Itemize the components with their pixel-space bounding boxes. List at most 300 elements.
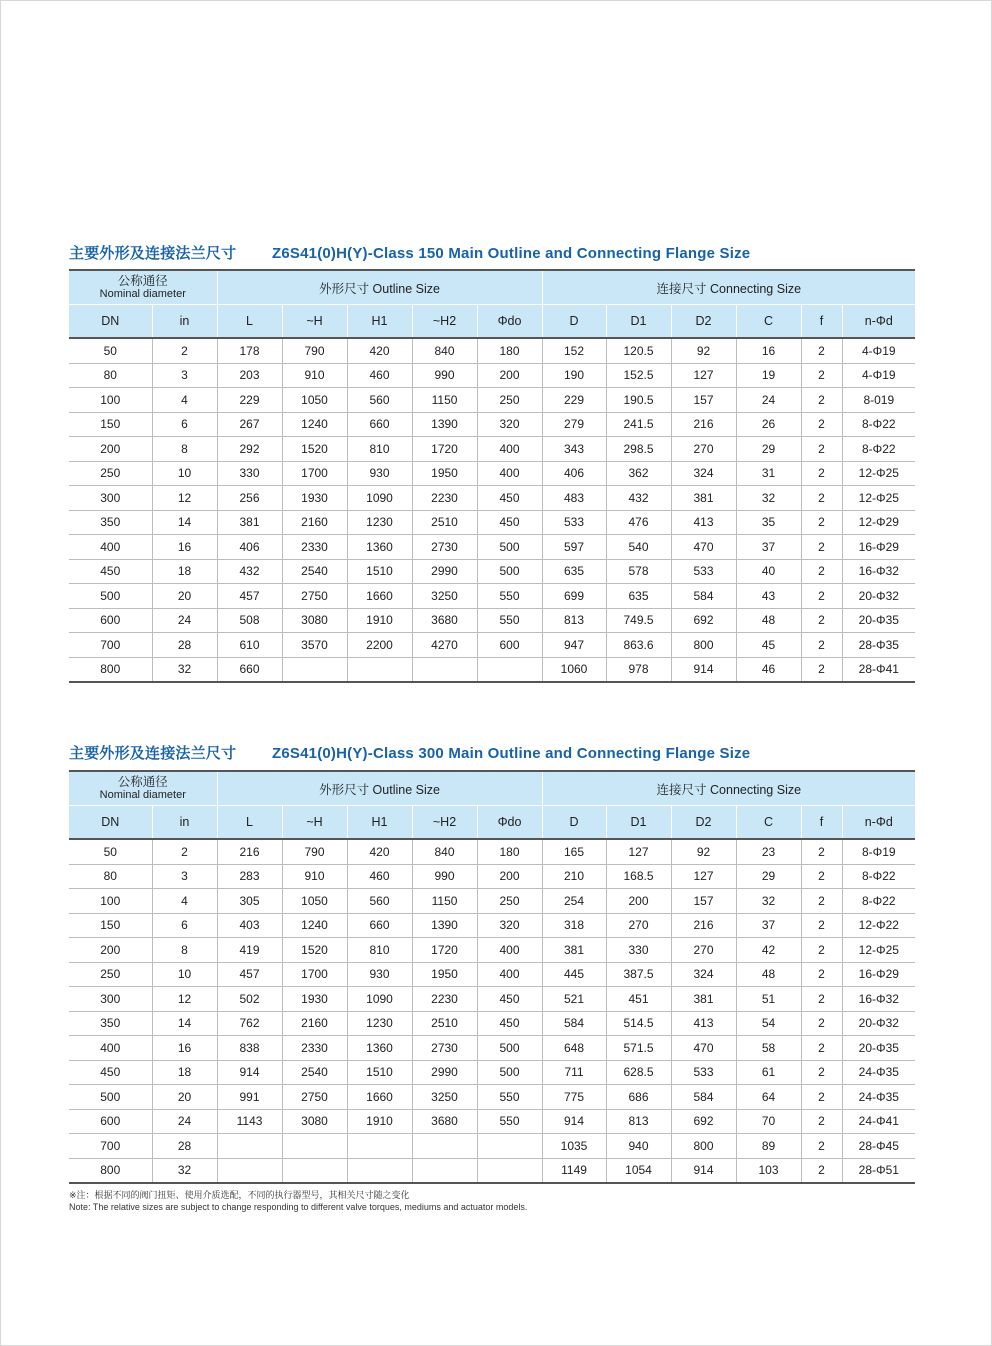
table-cell: 500 (69, 1085, 152, 1110)
table-cell: 500 (477, 559, 542, 584)
table-cell: 2 (801, 437, 842, 462)
table-cell: 24 (736, 388, 801, 413)
table-cell: 28-Φ41 (842, 657, 915, 682)
table-cell: 216 (671, 412, 736, 437)
table-cell: 320 (477, 412, 542, 437)
table-cell: 16-Φ32 (842, 559, 915, 584)
column-header: D2 (671, 305, 736, 339)
table-cell: 28 (152, 1134, 217, 1159)
table-cell: 20 (152, 1085, 217, 1110)
table-cell: 991 (217, 1085, 282, 1110)
table-cell: 152 (542, 338, 606, 363)
table-cell: 500 (477, 1036, 542, 1061)
table-cell: 2 (801, 1109, 842, 1134)
table-cell: 50 (69, 338, 152, 363)
column-header: L (217, 305, 282, 339)
table-cell: 550 (477, 1085, 542, 1110)
table-cell: 180 (477, 839, 542, 864)
table-cell: 420 (347, 839, 412, 864)
table-cell: 450 (477, 1011, 542, 1036)
table-cell: 584 (671, 584, 736, 609)
table-cell: 406 (542, 461, 606, 486)
table-cell: 700 (69, 633, 152, 658)
table-cell: 2 (801, 1036, 842, 1061)
table-cell: 92 (671, 338, 736, 363)
table-cell: 10 (152, 962, 217, 987)
table-cell: 2 (801, 584, 842, 609)
table-cell: 12 (152, 486, 217, 511)
table-cell: 216 (671, 913, 736, 938)
table-cell: 2 (801, 962, 842, 987)
table-cell: 48 (736, 608, 801, 633)
table-cell: 470 (671, 1036, 736, 1061)
table-cell: 64 (736, 1085, 801, 1110)
table-cell: 600 (69, 1109, 152, 1134)
table-cell: 1240 (282, 913, 347, 938)
table-row (69, 608, 915, 633)
table-cell: 216 (217, 839, 282, 864)
table-cell: 483 (542, 486, 606, 511)
table-cell: 178 (217, 338, 282, 363)
table-cell (412, 1158, 477, 1183)
table-cell: 18 (152, 559, 217, 584)
table-cell: 597 (542, 535, 606, 560)
table-cell: 8 (152, 938, 217, 963)
column-header: Φdo (477, 305, 542, 339)
table-cell: 12 (152, 987, 217, 1012)
table-cell: 914 (671, 1158, 736, 1183)
table-cell: 635 (542, 559, 606, 584)
header-connecting-size: 连接尺寸 Connecting Size (542, 771, 915, 806)
table-row (69, 338, 915, 363)
table-cell: 3250 (412, 1085, 477, 1110)
table-cell: 1510 (347, 1060, 412, 1085)
table-cell: 190.5 (606, 388, 671, 413)
table-cell: 451 (606, 987, 671, 1012)
table-cell: 103 (736, 1158, 801, 1183)
table-cell: 180 (477, 338, 542, 363)
table-cell: 298.5 (606, 437, 671, 462)
table-cell: 2200 (347, 633, 412, 658)
table-cell: 387.5 (606, 962, 671, 987)
table-cell: 381 (671, 987, 736, 1012)
table-cell: 1050 (282, 388, 347, 413)
table-cell: 840 (412, 839, 477, 864)
table-cell: 2160 (282, 510, 347, 535)
table-cell: 200 (477, 864, 542, 889)
table-cell: 12-Φ29 (842, 510, 915, 535)
table-cell: 28-Φ45 (842, 1134, 915, 1159)
table-row (69, 633, 915, 658)
table-cell: 343 (542, 437, 606, 462)
table-cell: 2 (801, 486, 842, 511)
table-cell: 70 (736, 1109, 801, 1134)
table-row (69, 1060, 915, 1085)
table-cell: 978 (606, 657, 671, 682)
table-cell: 533 (671, 1060, 736, 1085)
header-outline-size: 外形尺寸 Outline Size (217, 270, 542, 305)
table-cell: 914 (542, 1109, 606, 1134)
table-cell (477, 1158, 542, 1183)
table-cell: 457 (217, 962, 282, 987)
table-cell: 3 (152, 363, 217, 388)
table-row (69, 938, 915, 963)
table-cell: 403 (217, 913, 282, 938)
table-cell: 800 (671, 633, 736, 658)
table-cell: 533 (542, 510, 606, 535)
table-cell: 229 (542, 388, 606, 413)
table-cell: 256 (217, 486, 282, 511)
table-cell: 2510 (412, 1011, 477, 1036)
table-cell (412, 657, 477, 682)
column-header: ~H (282, 806, 347, 840)
table-cell: 1660 (347, 1085, 412, 1110)
table-cell: 12-Φ25 (842, 461, 915, 486)
table-cell (217, 1158, 282, 1183)
table-cell: 89 (736, 1134, 801, 1159)
table-cell: 16-Φ29 (842, 535, 915, 560)
table-cell: 2730 (412, 535, 477, 560)
table-cell: 406 (217, 535, 282, 560)
table-cell: 1910 (347, 1109, 412, 1134)
table-cell: 2 (152, 839, 217, 864)
column-header: ~H2 (412, 305, 477, 339)
table-cell (412, 1134, 477, 1159)
table-cell: 250 (477, 889, 542, 914)
title-en: Z6S41(0)H(Y)-Class 150 Main Outline and Connecting Flange Size (272, 245, 751, 262)
table-cell: 790 (282, 839, 347, 864)
table-cell: 1700 (282, 461, 347, 486)
table-cell: 502 (217, 987, 282, 1012)
table-cell: 1230 (347, 510, 412, 535)
table-cell (282, 657, 347, 682)
table-cell: 2 (152, 338, 217, 363)
table-cell: 28-Φ35 (842, 633, 915, 658)
table-row (69, 1158, 915, 1183)
table-cell: 863.6 (606, 633, 671, 658)
table-cell: 445 (542, 962, 606, 987)
table-cell: 1520 (282, 437, 347, 462)
table-cell: 838 (217, 1036, 282, 1061)
table-cell: 2 (801, 657, 842, 682)
table-cell: 4-Φ19 (842, 338, 915, 363)
table-cell: 560 (347, 388, 412, 413)
table-cell: 200 (606, 889, 671, 914)
table-cell: 43 (736, 584, 801, 609)
column-header: C (736, 305, 801, 339)
table-cell: 550 (477, 1109, 542, 1134)
table-cell: 1054 (606, 1158, 671, 1183)
table-cell: 31 (736, 461, 801, 486)
table-cell: 20-Φ32 (842, 584, 915, 609)
table-cell: 800 (69, 657, 152, 682)
table-cell: 1035 (542, 1134, 606, 1159)
table-cell: 2750 (282, 1085, 347, 1110)
column-header: in (152, 305, 217, 339)
table-cell: 914 (217, 1060, 282, 1085)
table-cell: 930 (347, 461, 412, 486)
table-cell: 203 (217, 363, 282, 388)
table-cell: 2 (801, 987, 842, 1012)
table-cell: 24-Φ41 (842, 1109, 915, 1134)
table-row (69, 412, 915, 437)
table-cell: 28 (152, 633, 217, 658)
table-cell: 51 (736, 987, 801, 1012)
table-cell: 16-Φ32 (842, 987, 915, 1012)
column-header: H1 (347, 305, 412, 339)
table-cell: 1700 (282, 962, 347, 987)
flange-size-table-class-150 (69, 269, 915, 683)
table-cell: 457 (217, 584, 282, 609)
table-cell: 1150 (412, 388, 477, 413)
table-cell: 42 (736, 938, 801, 963)
table-cell: 20-Φ32 (842, 1011, 915, 1036)
table-cell: 127 (671, 864, 736, 889)
table-cell: 200 (477, 363, 542, 388)
table-cell: 648 (542, 1036, 606, 1061)
table-cell: 2160 (282, 1011, 347, 1036)
table-cell: 330 (606, 938, 671, 963)
table-cell: 381 (542, 938, 606, 963)
table-cell: 12-Φ25 (842, 938, 915, 963)
table-cell: 8 (152, 437, 217, 462)
table-cell: 2 (801, 461, 842, 486)
column-header: DN (69, 806, 152, 840)
table-cell: 2230 (412, 987, 477, 1012)
table-cell: 229 (217, 388, 282, 413)
table-cell: 419 (217, 938, 282, 963)
table-cell: 24-Φ35 (842, 1060, 915, 1085)
table-cell (477, 657, 542, 682)
table-cell: 2 (801, 535, 842, 560)
table-row (69, 889, 915, 914)
table-row (69, 1109, 915, 1134)
table-cell: 810 (347, 938, 412, 963)
table-cell: 362 (606, 461, 671, 486)
table-cell: 8-Φ22 (842, 889, 915, 914)
table-cell: 32 (736, 486, 801, 511)
table-cell: 2 (801, 889, 842, 914)
footnotes (69, 1189, 527, 1213)
table-cell: 267 (217, 412, 282, 437)
table-cell: 413 (671, 1011, 736, 1036)
table-row (69, 962, 915, 987)
title-en: Z6S41(0)H(Y)-Class 300 Main Outline and Connecting Flange Size (272, 745, 751, 762)
table-cell: 2330 (282, 535, 347, 560)
table-cell: 1390 (412, 412, 477, 437)
table-row (69, 1134, 915, 1159)
table-cell: 800 (69, 1158, 152, 1183)
table-cell: 749.5 (606, 608, 671, 633)
table-cell: 150 (69, 412, 152, 437)
table-cell: 23 (736, 839, 801, 864)
table-cell: 58 (736, 1036, 801, 1061)
table-cell: 381 (671, 486, 736, 511)
table-cell: 200 (69, 437, 152, 462)
column-header: n-Φd (842, 806, 915, 840)
table-cell: 16 (152, 535, 217, 560)
table-cell: 500 (477, 535, 542, 560)
section-title (69, 242, 750, 262)
table-cell: 28-Φ51 (842, 1158, 915, 1183)
table-cell: 48 (736, 962, 801, 987)
table-cell: 420 (347, 338, 412, 363)
table-cell: 270 (671, 938, 736, 963)
table-cell: 2330 (282, 1036, 347, 1061)
table-cell: 4270 (412, 633, 477, 658)
table-cell: 432 (606, 486, 671, 511)
column-header: D1 (606, 305, 671, 339)
table-cell: 800 (671, 1134, 736, 1159)
header-nominal-diameter: 公称通径 Nominal diameter (69, 270, 217, 305)
table-row (69, 839, 915, 864)
table-row (69, 461, 915, 486)
table-cell: 470 (671, 535, 736, 560)
table-row (69, 987, 915, 1012)
flange-size-table-class-300 (69, 770, 915, 1184)
table-cell: 100 (69, 889, 152, 914)
table-cell: 12-Φ22 (842, 913, 915, 938)
table-cell: 300 (69, 987, 152, 1012)
table-cell: 157 (671, 889, 736, 914)
table-cell: 8-Φ22 (842, 412, 915, 437)
table-cell: 20-Φ35 (842, 608, 915, 633)
table-cell: 324 (671, 962, 736, 987)
table-cell: 32 (736, 889, 801, 914)
table-cell: 8-Φ22 (842, 864, 915, 889)
table-cell: 450 (477, 486, 542, 511)
table-cell: 910 (282, 363, 347, 388)
table-row (69, 535, 915, 560)
table-cell: 283 (217, 864, 282, 889)
table-cell: 2 (801, 608, 842, 633)
table-cell: 12-Φ25 (842, 486, 915, 511)
table-cell: 54 (736, 1011, 801, 1036)
table-cell: 533 (671, 559, 736, 584)
table-cell: 2 (801, 633, 842, 658)
table-row (69, 363, 915, 388)
table-cell: 46 (736, 657, 801, 682)
table-cell: 413 (671, 510, 736, 535)
table-cell: 50 (69, 839, 152, 864)
table-cell: 1143 (217, 1109, 282, 1134)
table-cell: 29 (736, 437, 801, 462)
table-cell: 400 (69, 1036, 152, 1061)
table-cell: 26 (736, 412, 801, 437)
table-cell: 350 (69, 1011, 152, 1036)
table-cell: 947 (542, 633, 606, 658)
table-cell: 150 (69, 913, 152, 938)
table-cell: 3250 (412, 584, 477, 609)
table-cell: 250 (69, 962, 152, 987)
table-cell: 1520 (282, 938, 347, 963)
table-cell: 92 (671, 839, 736, 864)
table-cell: 32 (152, 657, 217, 682)
table-cell: 45 (736, 633, 801, 658)
title-cn: 主要外形及连接法兰尺寸 (69, 245, 237, 262)
table-cell: 578 (606, 559, 671, 584)
table-cell: 540 (606, 535, 671, 560)
table-cell: 210 (542, 864, 606, 889)
header-connecting-size: 连接尺寸 Connecting Size (542, 270, 915, 305)
table-cell: 318 (542, 913, 606, 938)
table-cell: 914 (671, 657, 736, 682)
table-cell: 2540 (282, 1060, 347, 1085)
table-cell: 910 (282, 864, 347, 889)
table-cell: 152.5 (606, 363, 671, 388)
table-cell: 762 (217, 1011, 282, 1036)
table-cell: 61 (736, 1060, 801, 1085)
table-cell: 2 (801, 1085, 842, 1110)
table-cell: 1360 (347, 535, 412, 560)
table-cell: 2 (801, 864, 842, 889)
table-cell: 8-Φ22 (842, 437, 915, 462)
table-cell: 2540 (282, 559, 347, 584)
column-header: C (736, 806, 801, 840)
table-cell: 2 (801, 388, 842, 413)
table-row (69, 1036, 915, 1061)
table-cell: 3570 (282, 633, 347, 658)
table-cell: 600 (477, 633, 542, 658)
table-cell: 165 (542, 839, 606, 864)
table-cell: 400 (477, 437, 542, 462)
table-cell (477, 1134, 542, 1159)
table-row (69, 584, 915, 609)
table-cell: 500 (477, 1060, 542, 1085)
table-cell: 20 (152, 584, 217, 609)
table-cell: 250 (477, 388, 542, 413)
table-cell: 2730 (412, 1036, 477, 1061)
table-cell: 8-Φ19 (842, 839, 915, 864)
column-header: f (801, 305, 842, 339)
table-cell: 324 (671, 461, 736, 486)
table-cell: 400 (69, 535, 152, 560)
column-header-row (69, 305, 915, 339)
table-cell: 168.5 (606, 864, 671, 889)
table-row (69, 913, 915, 938)
table-cell: 2990 (412, 559, 477, 584)
table-cell: 157 (671, 388, 736, 413)
table-cell: 692 (671, 608, 736, 633)
table-cell: 305 (217, 889, 282, 914)
table-cell: 2 (801, 363, 842, 388)
table-cell: 3080 (282, 608, 347, 633)
table-cell: 460 (347, 864, 412, 889)
table-cell: 2 (801, 1134, 842, 1159)
table-cell: 584 (671, 1085, 736, 1110)
table-cell: 990 (412, 363, 477, 388)
table-cell: 8-019 (842, 388, 915, 413)
table-cell: 241.5 (606, 412, 671, 437)
table-cell: 3680 (412, 608, 477, 633)
table-cell: 2 (801, 1060, 842, 1085)
column-header-row (69, 806, 915, 840)
table-cell: 1240 (282, 412, 347, 437)
table-cell: 1360 (347, 1036, 412, 1061)
table-row (69, 864, 915, 889)
table-cell: 790 (282, 338, 347, 363)
table-cell: 1230 (347, 1011, 412, 1036)
table-cell: 200 (69, 938, 152, 963)
table-cell: 16 (736, 338, 801, 363)
table-cell: 521 (542, 987, 606, 1012)
table-cell: 37 (736, 913, 801, 938)
table-cell: 460 (347, 363, 412, 388)
table-cell: 711 (542, 1060, 606, 1085)
table-cell: 330 (217, 461, 282, 486)
table-cell: 2 (801, 338, 842, 363)
column-header: ~H (282, 305, 347, 339)
